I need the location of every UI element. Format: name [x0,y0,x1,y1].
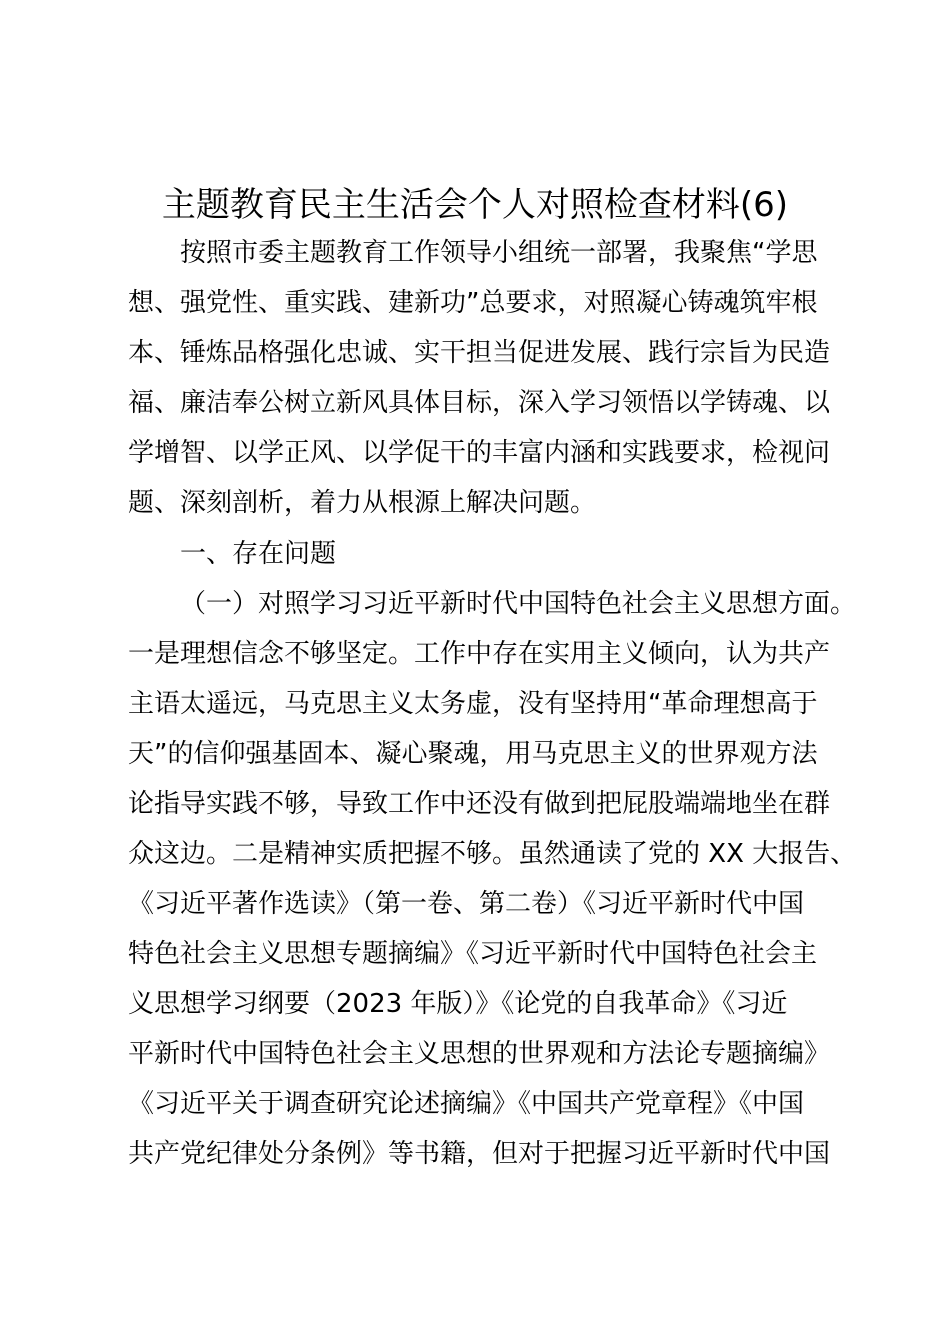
paragraph-line: 本、锤炼品格强化忠诚、实干担当促进发展、践行宗旨为民造 [128,338,831,368]
paragraph-line: 平新时代中国特色社会主义思想的世界观和方法论专题摘编》 [128,1039,831,1069]
paragraph-line: 共产党纪律处分条例》等书籍，但对于把握习近平新时代中国 [128,1139,831,1169]
paragraph-line: 福、廉洁奉公树立新风具体目标，深入学习领悟以学铸魂、以 [128,388,831,418]
document-title: 主题教育民主生活会个人对照检查材料(6) [161,185,789,225]
paragraph-line: 《习近平关于调查研究论述摘编》《中国共产党章程》《中国 [128,1089,805,1119]
paragraph-line: 一是理想信念不够坚定。工作中存在实用主义倾向，认为共产 [128,639,831,669]
paragraph-line: 想、强党性、重实践、建新功”总要求，对照凝心铸魂筑牢根 [128,288,818,318]
paragraph-line: 按照市委主题教育工作领导小组统一部署，我聚焦“学思 [180,238,818,268]
paragraph-line: 众这边。二是精神实质把握不够。虽然通读了党的 XX 大报告、 [128,839,857,869]
paragraph-line: （一）对照学习习近平新时代中国特色社会主义思想方面。 [180,589,857,619]
paragraph-line: 主语太遥远，马克思主义太务虚，没有坚持用“革命理想高于 [128,689,818,719]
paragraph-line: 天”的信仰强基固本、凝心聚魂，用马克思主义的世界观方法 [128,739,818,769]
paragraph-line: 论指导实践不够，导致工作中还没有做到把屁股端端地坐在群 [128,789,831,819]
paragraph-line: 义思想学习纲要（2023 年版）》《论党的自我革命》《习近 [128,989,788,1019]
paragraph-line: 特色社会主义思想专题摘编》《习近平新时代中国特色社会主 [128,939,818,969]
paragraph-line: 题、深刻剖析，着力从根源上解决问题。 [128,488,597,518]
paragraph-line: 《习近平著作选读》（第一卷、第二卷）《习近平新时代中国 [128,889,805,919]
section-heading: 一、存在问题 [180,539,337,569]
paragraph-line: 学增智、以学正风、以学促干的丰富内涵和实践要求，检视问 [128,438,831,468]
